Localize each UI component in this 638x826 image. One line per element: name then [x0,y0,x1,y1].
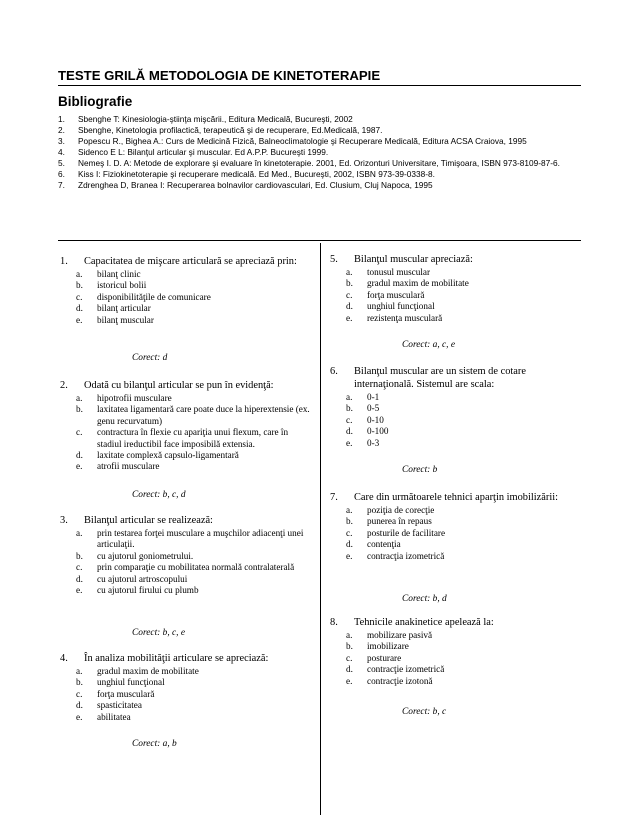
option-item: c. forţa musculară [76,688,155,699]
question-1 [60,255,310,326]
question-8 [330,616,580,687]
answer-3: Corect: b, c, e [132,628,186,638]
column-divider [320,243,321,815]
option-item: e. atrofii musculare [76,461,160,472]
option-item: b. istoricul bolii [76,280,147,291]
answer-1: Corect: d [132,353,168,363]
bibliography-list [58,114,588,191]
option-item: d. cu ajutorul artroscopului [76,573,188,584]
bibliography-item: 4. Sidenco E L: Bilanţul articular şi muscular. Ed A.P.P. Bucureşti 1999. [58,147,329,157]
option-list [60,528,310,596]
title-rule [58,85,581,86]
question-5 [330,253,580,324]
question-text: 5. Bilanţul muscular apreciază: [330,254,473,265]
question-3 [60,514,310,596]
option-item: b. gradul maxim de mobilitate [346,278,469,289]
option-item: c. prin comparaţie cu mobilitatea normală contralaterală [76,562,295,573]
option-item: b. punerea în repaus [346,516,432,527]
bibliography-item: 6. Kiss I: Fiziokinetoterapie şi recuperare medicală. Ed Med., Bucureşti, 2002, ISBN 973-39-0338-8. [58,169,435,179]
option-item: d. unghiul funcţional [346,301,435,312]
answer-6: Corect: b [402,465,438,475]
option-item: c. posturare [346,652,402,663]
option-item: b. cu ajutorul goniometrului. [76,550,194,561]
option-item: b. 0-5 [346,403,380,414]
option-item: e. contracţie izotonă [346,675,433,686]
option-list [330,630,580,687]
option-item: c. posturile de facilitare [346,527,446,538]
bibliography-item: 7. Zdrenghea D, Branea I: Recuperarea bolnavilor cardiovasculari, Ed. Clusium, Cluj Napoca, 1995 [58,180,433,190]
option-item: e. 0-3 [346,437,380,448]
answer-2: Corect: b, c, d [132,490,186,500]
option-list [330,267,580,324]
bibliography-item: 5. Nemeş I. D. A: Metode de explorare şi evaluare în kinetoterapie. 2001, Ed. Orizonturi Universitare, Timişoara, ISBN 973-8109-87-6. [58,158,560,168]
option-item: e. cu ajutorul firului cu plumb [76,585,199,596]
question-7 [330,491,580,562]
right-column [330,253,585,813]
option-list [330,505,580,562]
section-rule [58,240,581,241]
option-list [330,392,580,449]
option-item: a. mobilizare pasivă [346,630,433,640]
question-2 [60,379,310,473]
bibliography-item: 3. Popescu R., Bighea A.: Curs de Medicină Fizică, Balneoclimatologie şi Recuperare Medicală, Editura ACSA Craiova, 1995 [58,136,527,146]
option-item: c. forţa musculară [346,289,425,300]
option-item: d. 0-100 [346,426,389,437]
option-list [60,393,310,473]
document-title: TESTE GRILĂ METODOLOGIA DE KINETOTERAPIE [58,68,381,83]
left-column [60,255,315,815]
option-item: d. contenţia [346,539,401,550]
option-item: c. 0-10 [346,414,384,425]
answer-8: Corect: b, c [402,707,447,717]
bibliography-item: 2. Sbenghe, Kinetologia profilactică, terapeutică şi de recuperare, Ed.Medicală, 1987. [58,125,383,135]
question-text: 2. Odată cu bilanţul articular se pun în evidenţă: [60,380,274,391]
option-list [60,666,310,723]
answer-5: Corect: a, c, e [402,340,456,350]
question-4 [60,652,310,723]
question-text: 6. Bilanţul muscular are un sistem de cotare internaţională. Sistemul are scala: [330,366,526,390]
option-item: d. contracţie izometrică [346,664,445,675]
option-item: e. abilitatea [76,711,131,722]
question-6 [330,365,580,449]
option-item: b. unghiul funcţional [76,677,165,688]
option-item: b. laxitatea ligamentară care poate duce la hiperextensie (ex. genu recurvatum) [76,404,310,426]
option-item: a. hipotrofii musculare [76,393,172,403]
answer-4: Corect: a, b [132,739,177,749]
option-item: a. bilanţ clinic [76,269,141,279]
option-list [60,269,310,326]
answer-7: Corect: b, d [402,594,447,604]
option-item: e. contracţia izometrică [346,550,445,561]
question-text: 4. În analiza mobilităţii articulare se apreciază: [60,653,269,664]
option-item: a. gradul maxim de mobilitate [76,666,199,676]
option-item: c. contractura în flexie cu apariţia unui flexum, care în stadiul ireductibil face imposibilă extensia. [76,427,289,449]
option-item: a. poziţia de corecţie [346,505,435,515]
question-text: 8. Tehnicile anakinetice apelează la: [330,617,494,628]
option-item: e. bilanţ muscular [76,314,154,325]
option-item: a. prin testarea forţei musculare a muşchilor adiacenţi unei articulaţii. [76,528,304,550]
option-item: d. laxitate complexă capsulo-ligamentară [76,450,239,461]
question-text: 3. Bilanţul articular se realizează: [60,515,213,526]
option-item: e. rezistenţa musculară [346,312,443,323]
question-text: 1. Capacitatea de mişcare articulară se apreciază prin: [60,256,297,267]
option-item: d. spasticitatea [76,700,142,711]
option-item: a. 0-1 [346,392,380,402]
option-item: d. bilanţ articular [76,303,151,314]
bibliography-item: 1. Sbenghe T: Kinesiologia-ştiinţa mişcării., Editura Medicală, Bucureşti, 2002 [58,114,353,124]
option-item: b. imobilizare [346,641,409,652]
question-text: 7. Care din următoarele tehnici aparţin imobilizării: [330,492,558,503]
bibliography-heading: Bibliografie [58,94,133,109]
option-item: a. tonusul muscular [346,267,431,277]
option-item: c. disponibilităţile de comunicare [76,291,211,302]
